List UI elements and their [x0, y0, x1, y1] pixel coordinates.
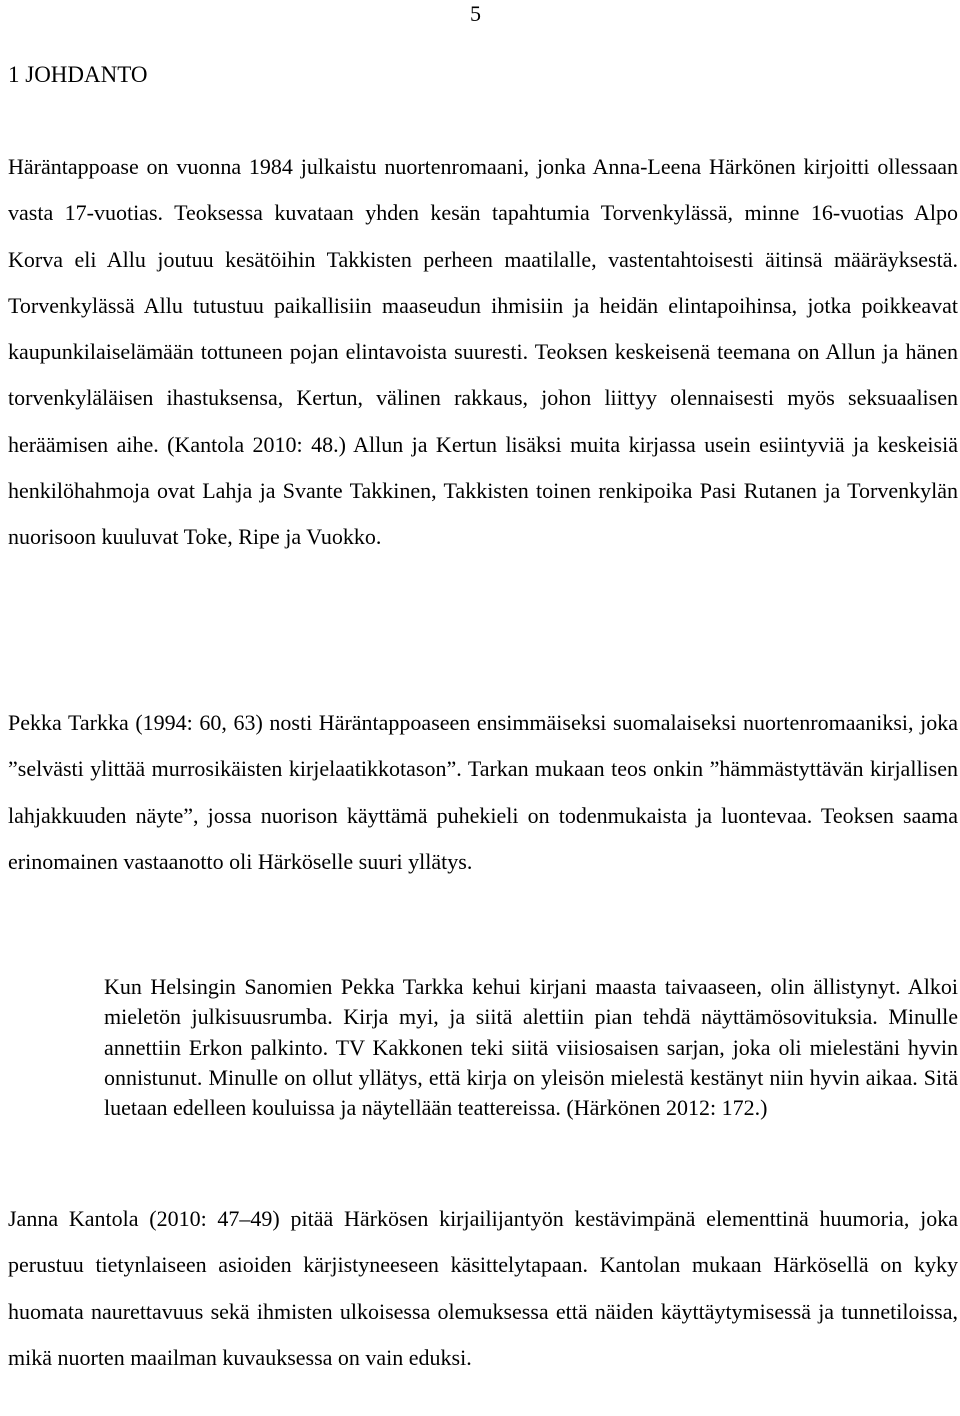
- paragraph-introduction: Häräntappoase on vuonna 1984 julkaistu nuortenromaani, jonka Anna-Leena Härkönen kirjoitti ollessaan vasta 17-vuotias. Teoksessa kuvataan yhden kesän tapahtumia Torvenkylässä, minne 16-vuotias Alpo Korva eli Allu joutuu kesätöihin Takkisten perheen maatilalle, vastentahtoisesti äitinsä määräyksestä. Torvenkylässä Allu tutustuu paikallisiin maaseudun ihmisiin ja heidän elintapoihinsa, jotka poikkeavat kaupunkilaiselämään tottuneen pojan elintavoista suuresti. Teoksen keskeisenä teemana on Allun ja hänen torvenkyläläisen ihastuksensa, Kertun, välinen rakkaus, johon liittyy olennaisesti myös seksuaalisen heräämisen aihe. (Kantola 2010: 48.) Allun ja Kertun lisäksi muita kirjassa usein esiintyviä ja keskeisiä henkilöhahmoja ovat Lahja ja Svante Takkinen, Takkisten toinen renkipoika Pasi Rutanen ja Torvenkylän nuorisoon kuuluvat Toke, Ripe ja Vuokko.: [8, 154, 958, 550]
- page-number: 5: [470, 1, 481, 26]
- paragraph-humor: Janna Kantola (2010: 47–49) pitää Härkösen kirjailijantyön kestävimpänä elementtinä huumoria, joka perustuu tietynlaiseen asioiden kärjistyneeseen käsittelytapaan. Kantolan mukaan Härkösellä on kyky huomata naurettavuus sekä ihmisten ulkoisessa olemuksessa että näiden käyttäytymisessä ja tunnetiloissa, mikä nuorten maailman kuvauksessa on vain eduksi.: [8, 1206, 958, 1370]
- section-heading: 1 JOHDANTO: [8, 62, 148, 87]
- paragraph-reception: Pekka Tarkka (1994: 60, 63) nosti Häräntappoaseen ensimmäiseksi suomalaiseksi nuortenromaaniksi, joka ”selvästi ylittää murrosikäisten kirjelaatikkotason”. Tarkan mukaan teos onkin ”hämmästyttävän kirjallisen lahjakkuuden näyte”, jossa nuorison käyttämä puhekieli on todenmukaista ja luontevaa. Teoksen saama erinomainen vastaanotto oli Härköselle suuri yllätys.: [8, 710, 958, 874]
- block-quote: Kun Helsingin Sanomien Pekka Tarkka kehui kirjani maasta taivaaseen, olin ällistynyt. Alkoi mieletön julkisuusrumba. Kirja myi, ja siitä alettiin pian tehdä näyttämösovituksia. Minulle annettiin Erkon palkinto. TV Kakkonen teki siitä viisiosaisen sarjan, joka oli mielestäni hyvin onnistunut. Minulle on ollut yllätys, että kirja on yleisön mielestä kestänyt niin hyvin aikaa. Sitä luetaan edelleen kouluissa ja näytellään teattereissa. (Härkönen 2012: 172.): [104, 974, 958, 1121]
